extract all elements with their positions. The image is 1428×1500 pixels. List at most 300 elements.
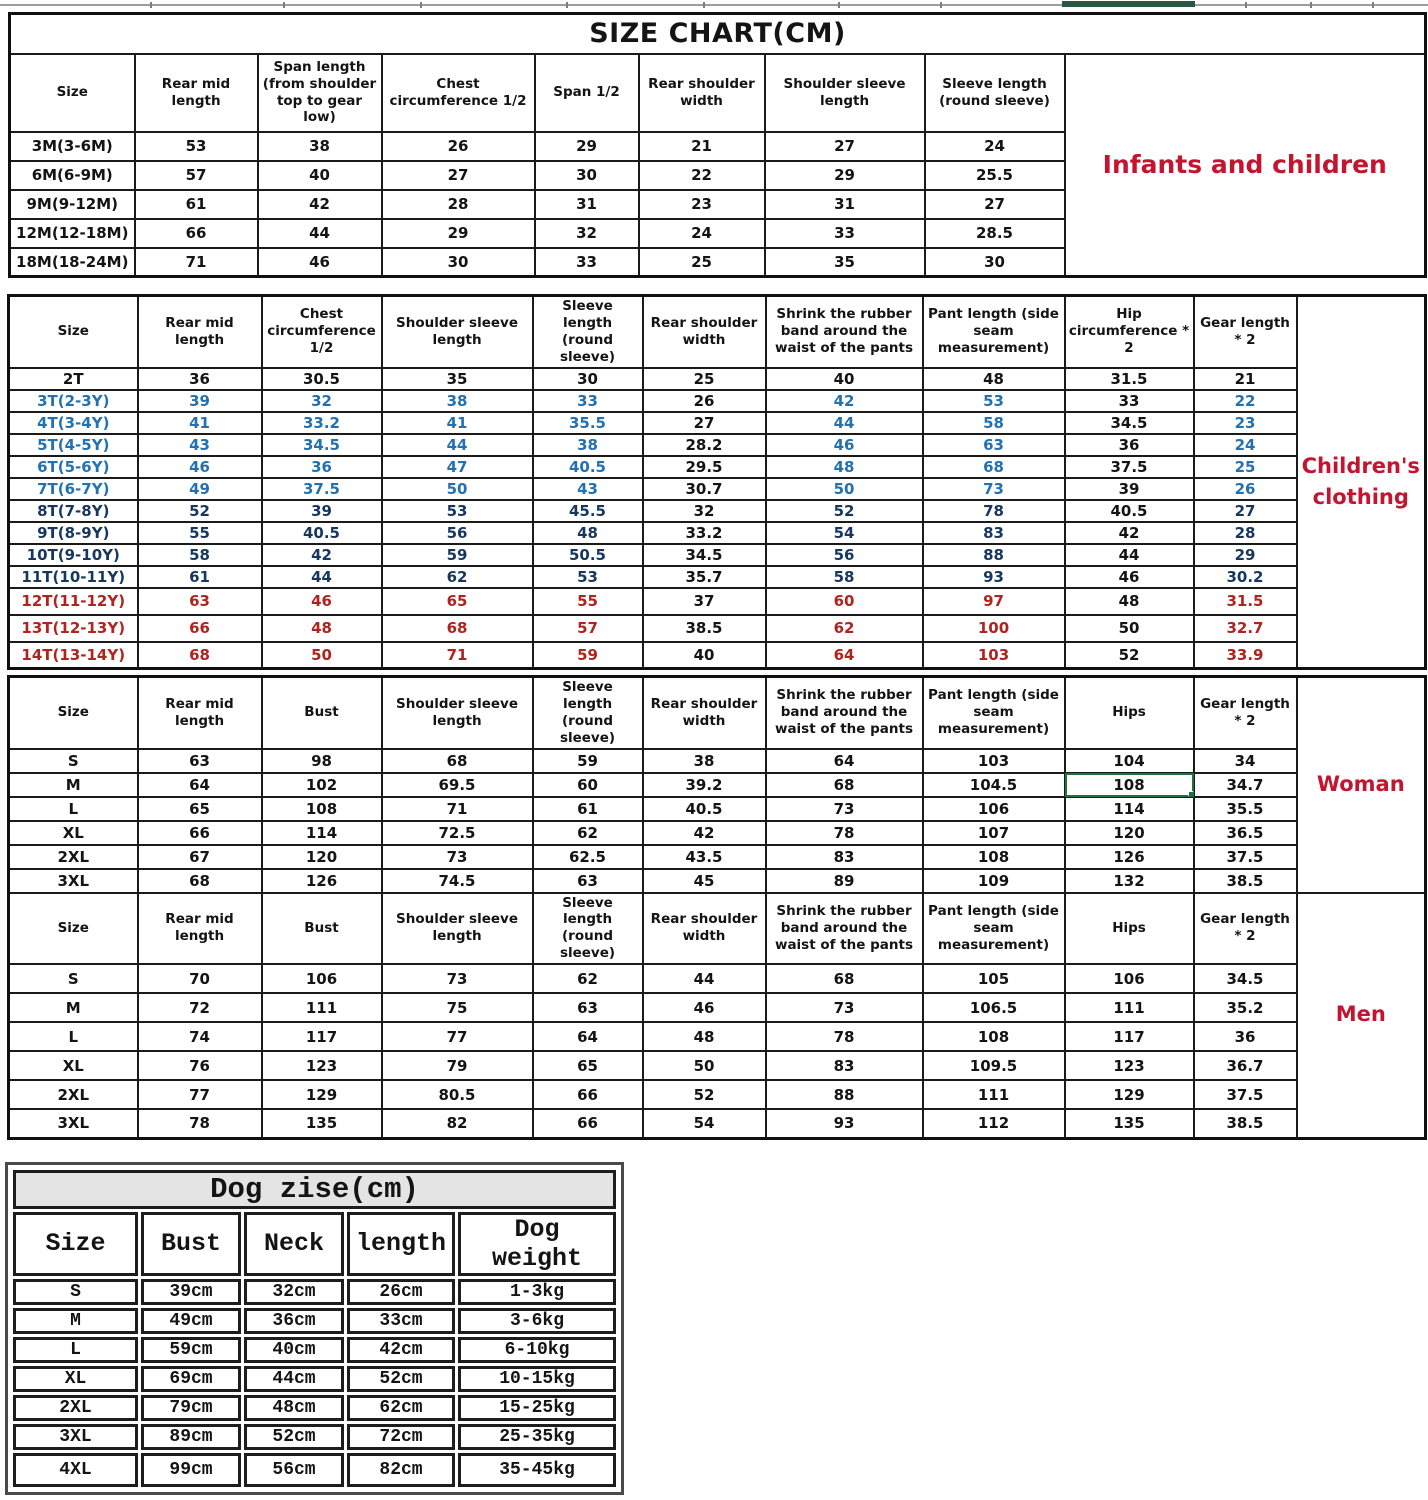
row-label: 8T(7-8Y) [9,500,138,522]
table-cell: 29 [382,219,535,248]
table-row [13,1212,616,1276]
table-cell: 53 [923,390,1065,412]
table-cell: 76 [138,1051,262,1080]
row-label: S [13,1279,138,1305]
table-row [13,1366,616,1392]
table-cell: 30 [533,368,643,390]
table-cell: 66 [533,1080,643,1109]
row-label: 9T(8-9Y) [9,522,138,544]
table-cell: 71 [382,642,533,669]
table-cell: 68 [138,642,262,669]
table-cell: 71 [382,797,533,821]
table-cell: 29.5 [643,456,766,478]
table-cell: 70 [138,964,262,993]
table-cell: 34 [1194,749,1297,773]
table-row [9,1109,1426,1138]
side-label-woman: Woman [1297,677,1426,893]
table-cell: 3-6kg [458,1308,616,1334]
table-cell: 34.5 [1194,964,1297,993]
column-header: Rear mid length [135,54,258,132]
table-cell: 46 [643,993,766,1022]
row-label: 2T [9,368,138,390]
table-cell: 64 [766,749,923,773]
table-cell: 66 [138,615,262,642]
row-label: 3M(3-6M) [10,132,135,161]
column-header: Sleeve length (round sleeve) [533,296,643,368]
column-header: Shoulder sleeve length [382,677,533,749]
sheet-column-tick [1245,2,1247,8]
table-cell: 29 [535,132,639,161]
table-cell: 114 [1065,797,1194,821]
table-cell: 68 [382,749,533,773]
column-header: Bust [141,1212,241,1276]
table-cell: 46 [766,434,923,456]
table-cell: 74.5 [382,869,533,893]
dog-table-title: Dog zise(cm) [13,1170,616,1209]
side-label-infants: Infants and children [1065,54,1426,277]
column-header: Pant length (side seam measurement) [923,296,1065,368]
table-cell: 50 [1065,615,1194,642]
table-cell: 111 [923,1080,1065,1109]
table-cell: 106 [1065,964,1194,993]
table-cell: 64 [138,773,262,797]
table-cell: 53 [135,132,258,161]
table-cell: 43.5 [643,845,766,869]
table-cell: 42 [766,390,923,412]
table-cell: 59 [382,544,533,566]
table-cell: 62 [533,964,643,993]
table-cell: 31 [765,190,925,219]
column-header: length [347,1212,455,1276]
column-header: Shrink the rubber band around the waist of the pants [766,296,923,368]
table-cell: 102 [262,773,382,797]
table-cell: 111 [262,993,382,1022]
table-row [9,296,1426,368]
table-cell: 62 [533,821,643,845]
dog-size-table [10,1167,619,1490]
table-cell: 46 [1065,566,1194,588]
woman-men-size-table [7,675,1427,1140]
table-row [9,544,1426,566]
table-cell: 38.5 [1194,869,1297,893]
table-cell: 44 [262,566,382,588]
row-label: L [9,797,138,821]
table-row [9,821,1426,845]
table-row [9,964,1426,993]
table-cell: 41 [138,412,262,434]
row-label: 12M(12-18M) [10,219,135,248]
table-cell: 31 [535,190,639,219]
table-cell: 48 [262,615,382,642]
row-label: 6T(5-6Y) [9,456,138,478]
table-cell: 21 [1194,368,1297,390]
table-cell: 28.5 [925,219,1065,248]
chart-title: SIZE CHART(CM) [10,14,1426,54]
table-cell: 88 [923,544,1065,566]
table-cell: 50 [382,478,533,500]
table-cell: 27 [382,161,535,190]
table-row [9,993,1426,1022]
selected-cell: 108 [1065,773,1194,797]
table-cell: 54 [766,522,923,544]
table-cell: 73 [382,845,533,869]
row-label: 10T(9-10Y) [9,544,138,566]
table-cell: 30.2 [1194,566,1297,588]
table-cell: 26 [1194,478,1297,500]
table-cell: 33.9 [1194,642,1297,669]
row-label: M [9,773,138,797]
table-cell: 52cm [347,1366,455,1392]
table-cell: 38 [258,132,382,161]
table-cell: 103 [923,642,1065,669]
row-label: L [9,1022,138,1051]
column-header: Sleeve length (round sleeve) [533,893,643,965]
table-cell: 89cm [141,1424,241,1450]
table-cell: 67 [138,845,262,869]
table-cell: 39 [262,500,382,522]
table-cell: 63 [138,749,262,773]
table-cell: 111 [1065,993,1194,1022]
table-cell: 29 [1194,544,1297,566]
table-cell: 135 [262,1109,382,1138]
table-cell: 73 [923,478,1065,500]
table-cell: 37.5 [1194,845,1297,869]
table-cell: 35.7 [643,566,766,588]
table-cell: 43 [138,434,262,456]
column-header: Gear length * 2 [1194,296,1297,368]
table-cell: 48 [766,456,923,478]
table-row [9,412,1426,434]
table-cell: 25 [639,248,765,277]
table-cell: 42 [262,544,382,566]
table-cell: 31.5 [1065,368,1194,390]
table-cell: 30 [382,248,535,277]
row-label: 4T(3-4Y) [9,412,138,434]
sheet-top-strip [0,0,1428,10]
table-row [9,893,1426,965]
table-cell: 42 [1065,522,1194,544]
row-label: S [9,749,138,773]
table-cell: 36.5 [1194,821,1297,845]
table-cell: 30 [925,248,1065,277]
column-header: Shoulder sleeve length [765,54,925,132]
table-cell: 89 [766,869,923,893]
table-cell: 78 [923,500,1065,522]
table-cell: 135 [1065,1109,1194,1138]
table-cell: 132 [1065,869,1194,893]
table-cell: 129 [262,1080,382,1109]
row-label: 5T(4-5Y) [9,434,138,456]
table-cell: 68 [382,615,533,642]
sheet-column-tick [150,2,152,8]
table-cell: 25-35kg [458,1424,616,1450]
table-cell: 68 [923,456,1065,478]
row-label: S [9,964,138,993]
table-cell: 44 [766,412,923,434]
table-row [10,14,1426,54]
table-cell: 66 [135,219,258,248]
table-cell: 52 [643,1080,766,1109]
table-cell: 48 [643,1022,766,1051]
column-header: Size [9,677,138,749]
table-cell: 30.5 [262,368,382,390]
table-cell: 24 [1194,434,1297,456]
table-row [9,522,1426,544]
table-row [9,642,1426,669]
table-cell: 33 [535,248,639,277]
column-header: Size [9,893,138,965]
sheet-column-tick [283,2,285,8]
table-cell: 32 [643,500,766,522]
table-cell: 50 [766,478,923,500]
table-cell: 27 [1194,500,1297,522]
table-cell: 77 [138,1080,262,1109]
table-cell: 72 [138,993,262,1022]
table-cell: 103 [923,749,1065,773]
table-cell: 45.5 [533,500,643,522]
column-header: Span 1/2 [535,54,639,132]
table-cell: 50.5 [533,544,643,566]
table-cell: 48cm [244,1395,344,1421]
table-cell: 59 [533,749,643,773]
row-label: 13T(12-13Y) [9,615,138,642]
table-cell: 23 [639,190,765,219]
table-cell: 28.2 [643,434,766,456]
table-cell: 35.5 [1194,797,1297,821]
table-cell: 73 [382,964,533,993]
table-cell: 1-3kg [458,1279,616,1305]
table-cell: 10-15kg [458,1366,616,1392]
table-cell: 38.5 [643,615,766,642]
row-label: 4XL [13,1453,138,1487]
table-cell: 26 [382,132,535,161]
table-cell: 60 [533,773,643,797]
table-cell: 79cm [141,1395,241,1421]
table-cell: 72.5 [382,821,533,845]
table-row [9,478,1426,500]
table-cell: 44 [258,219,382,248]
table-row [9,677,1426,749]
table-cell: 100 [923,615,1065,642]
table-cell: 50 [262,642,382,669]
table-cell: 39 [1065,478,1194,500]
table-cell: 40.5 [643,797,766,821]
table-cell: 66 [533,1109,643,1138]
table-cell: 43 [533,478,643,500]
table-cell: 123 [262,1051,382,1080]
table-cell: 35 [382,368,533,390]
row-label: 2XL [9,1080,138,1109]
table-cell: 33.2 [643,522,766,544]
table-cell: 104 [1065,749,1194,773]
table-cell: 126 [262,869,382,893]
table-cell: 6-10kg [458,1337,616,1363]
sheet-column-tick [940,2,942,8]
table-cell: 25 [1194,456,1297,478]
column-header: Span length (from shoulder top to gear low) [258,54,382,132]
table-cell: 106.5 [923,993,1065,1022]
table-cell: 52 [1065,642,1194,669]
table-cell: 38 [643,749,766,773]
column-header: Sleeve length (round sleeve) [925,54,1065,132]
column-header: Shrink the rubber band around the waist of the pants [766,893,923,965]
table-cell: 60 [766,588,923,615]
table-cell: 75 [382,993,533,1022]
table-cell: 30.7 [643,478,766,500]
column-header: Hips [1065,677,1194,749]
table-cell: 56 [766,544,923,566]
column-header: Hips [1065,893,1194,965]
table-cell: 74 [138,1022,262,1051]
table-cell: 35.2 [1194,993,1297,1022]
table-cell: 120 [262,845,382,869]
column-header: Gear length * 2 [1194,677,1297,749]
table-cell: 62 [382,566,533,588]
table-cell: 52cm [244,1424,344,1450]
table-cell: 109.5 [923,1051,1065,1080]
table-cell: 37.5 [262,478,382,500]
table-cell: 63 [533,993,643,1022]
table-cell: 57 [135,161,258,190]
table-cell: 48 [1065,588,1194,615]
table-row [9,615,1426,642]
table-cell: 117 [262,1022,382,1051]
table-cell: 38 [382,390,533,412]
table-cell: 28 [1194,522,1297,544]
table-cell: 22 [639,161,765,190]
table-cell: 42cm [347,1337,455,1363]
table-cell: 126 [1065,845,1194,869]
row-label: 18M(18-24M) [10,248,135,277]
table-cell: 97 [923,588,1065,615]
table-cell: 64 [533,1022,643,1051]
sheet-column-tick [1372,2,1374,8]
table-cell: 36 [1194,1022,1297,1051]
table-cell: 32 [535,219,639,248]
table-row [13,1424,616,1450]
table-cell: 54 [643,1109,766,1138]
table-cell: 48 [533,522,643,544]
table-row [13,1308,616,1334]
column-header: Rear shoulder width [643,677,766,749]
table-cell: 61 [135,190,258,219]
row-label: 14T(13-14Y) [9,642,138,669]
column-header: Bust [262,893,382,965]
row-label: 3XL [13,1424,138,1450]
table-cell: 114 [262,821,382,845]
table-cell: 33 [533,390,643,412]
table-cell: 33cm [347,1308,455,1334]
table-cell: 36 [1065,434,1194,456]
table-cell: 34.5 [1065,412,1194,434]
table-cell: 32.7 [1194,615,1297,642]
table-cell: 69cm [141,1366,241,1392]
table-cell: 63 [138,588,262,615]
table-cell: 98 [262,749,382,773]
column-header: Dog weight [458,1212,616,1276]
table-cell: 93 [766,1109,923,1138]
table-cell: 57 [533,615,643,642]
column-header: Size [9,296,138,368]
column-header: Pant length (side seam measurement) [923,677,1065,749]
table-cell: 66 [138,821,262,845]
table-cell: 25 [643,368,766,390]
table-cell: 40.5 [1065,500,1194,522]
table-row [9,434,1426,456]
table-cell: 79 [382,1051,533,1080]
table-cell: 50 [643,1051,766,1080]
column-header: Bust [262,677,382,749]
row-label: XL [13,1366,138,1392]
sheet-column-tick [703,2,705,8]
table-cell: 106 [262,964,382,993]
table-row [9,749,1426,773]
table-cell: 32cm [244,1279,344,1305]
table-cell: 36 [138,368,262,390]
sheet-column-tick [566,2,568,8]
table-cell: 46 [138,456,262,478]
table-cell: 44cm [244,1366,344,1392]
column-header: Rear mid length [138,296,262,368]
table-cell: 40.5 [533,456,643,478]
table-cell: 80.5 [382,1080,533,1109]
table-row [9,1080,1426,1109]
table-cell: 31.5 [1194,588,1297,615]
column-header: Size [10,54,135,132]
table-cell: 48 [923,368,1065,390]
table-cell: 33.2 [262,412,382,434]
table-cell: 44 [643,964,766,993]
table-row [9,845,1426,869]
table-cell: 62.5 [533,845,643,869]
table-cell: 35.5 [533,412,643,434]
column-header: Chest circumference 1/2 [262,296,382,368]
table-cell: 108 [262,797,382,821]
table-cell: 83 [923,522,1065,544]
table-cell: 40.5 [262,522,382,544]
column-header: Shoulder sleeve length [382,893,533,965]
table-cell: 36cm [244,1308,344,1334]
column-header: Rear mid length [138,893,262,965]
table-cell: 105 [923,964,1065,993]
table-cell: 24 [925,132,1065,161]
table-cell: 22 [1194,390,1297,412]
table-cell: 26cm [347,1279,455,1305]
column-header: Size [13,1212,138,1276]
table-cell: 42 [258,190,382,219]
table-cell: 53 [382,500,533,522]
dog-size-table-frame [5,1162,624,1495]
table-row [9,566,1426,588]
table-cell: 40 [643,642,766,669]
table-cell: 69.5 [382,773,533,797]
table-cell: 21 [639,132,765,161]
table-cell: 61 [533,797,643,821]
table-cell: 117 [1065,1022,1194,1051]
sheet-column-tick [838,2,840,8]
table-row [9,500,1426,522]
table-cell: 38 [533,434,643,456]
table-cell: 73 [766,993,923,1022]
table-cell: 36.7 [1194,1051,1297,1080]
table-cell: 56 [382,522,533,544]
table-cell: 32 [262,390,382,412]
table-cell: 40cm [244,1337,344,1363]
table-cell: 77 [382,1022,533,1051]
row-label: 12T(11-12Y) [9,588,138,615]
row-label: 11T(10-11Y) [9,566,138,588]
table-cell: 109 [923,869,1065,893]
